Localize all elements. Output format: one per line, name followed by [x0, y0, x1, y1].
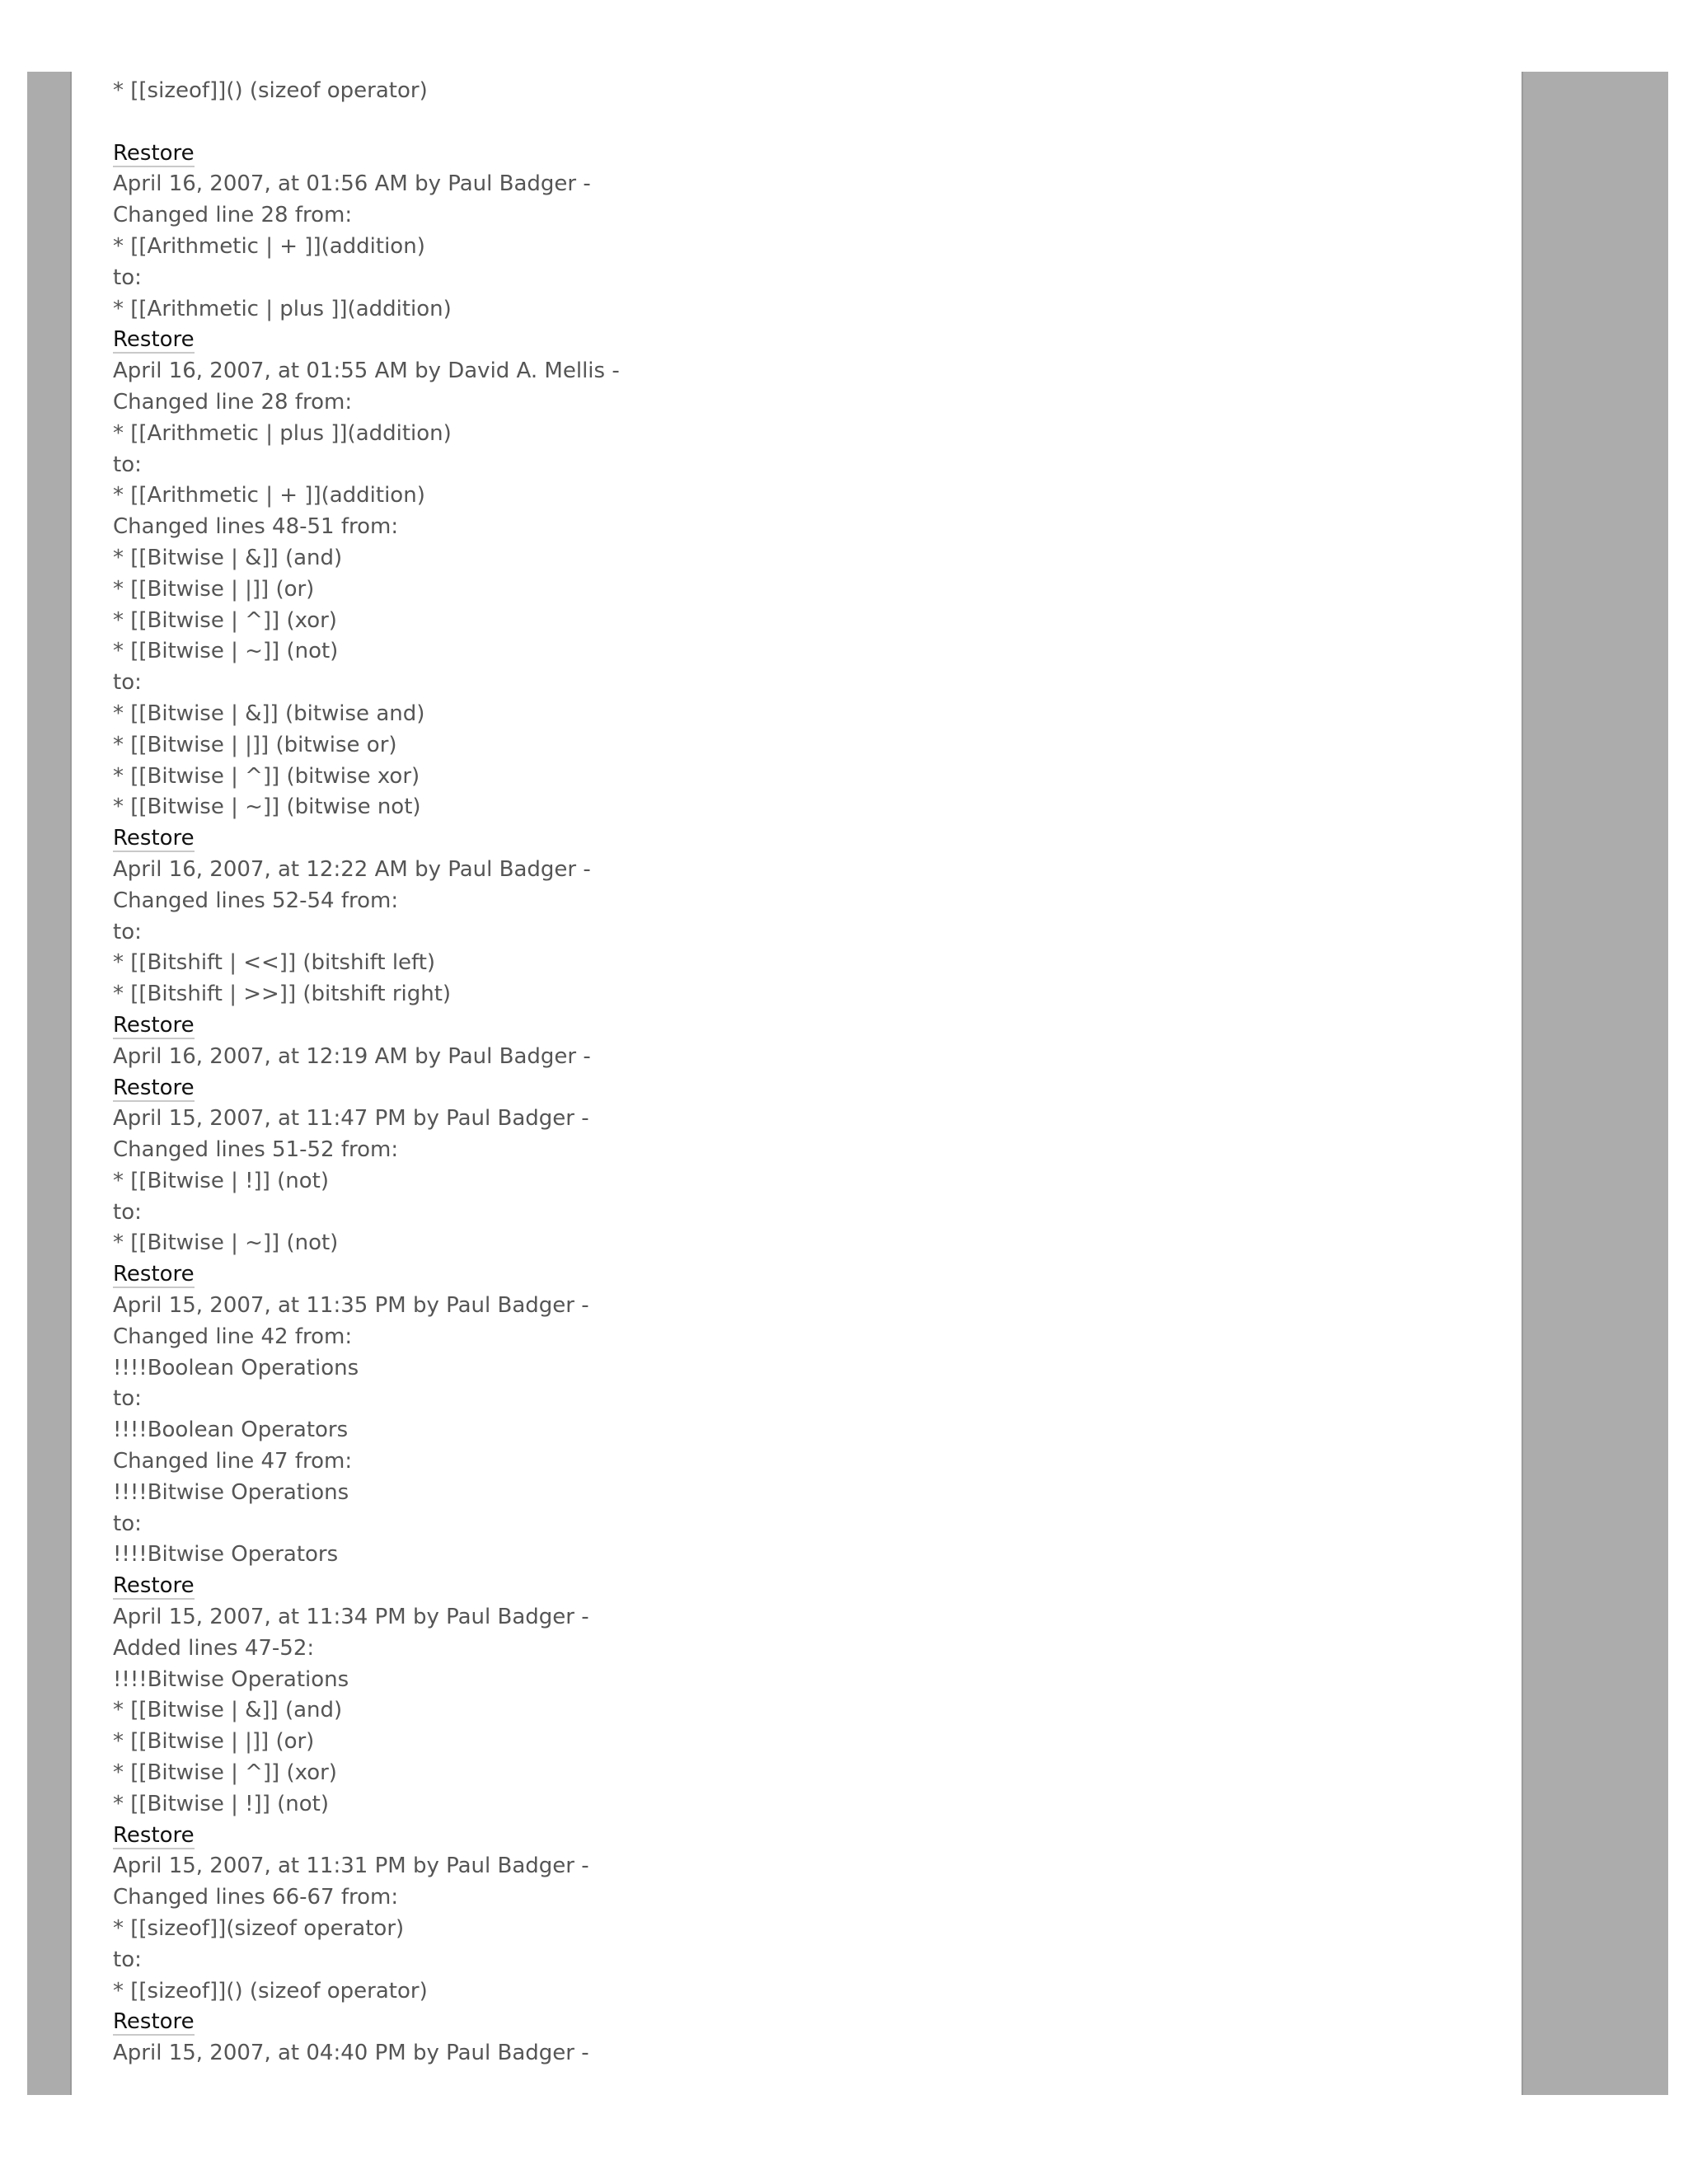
diff-line: * [[Bitwise | |]] (bitwise or) — [113, 732, 397, 757]
history-entry — [113, 823, 1498, 1010]
history-line: * [[sizeof]]() (sizeof operator) — [113, 78, 428, 103]
diff-line: * [[Bitwise | ~]] (bitwise not) — [113, 794, 421, 820]
diff-line: * [[Arithmetic | + ]](addition) — [113, 483, 425, 509]
diff-line: Changed line 42 from: — [113, 1324, 353, 1349]
history-entry — [113, 1259, 1498, 1571]
diff-line: * [[Bitwise | &]] (and) — [113, 545, 343, 570]
restore-link[interactable]: Restore — [113, 1262, 195, 1287]
restore-link[interactable]: Restore — [113, 327, 195, 353]
diff-line: to: — [113, 452, 142, 477]
diff-line: to: — [113, 1199, 142, 1225]
left-margin-bar — [27, 72, 72, 2095]
diff-line: * [[sizeof]]() (sizeof operator) — [113, 1978, 428, 2004]
diff-line: !!!!Boolean Operations — [113, 1355, 359, 1380]
diff-line: !!!!Bitwise Operators — [113, 1542, 339, 1568]
diff-line: * [[Bitwise | ~]] (not) — [113, 639, 339, 664]
diff-line: * [[Bitwise | !]] (not) — [113, 1168, 329, 1193]
entry-header: April 15, 2007, at 11:34 PM by Paul Badger - — [113, 1605, 589, 1630]
diff-line: Changed line 28 from: — [113, 389, 353, 415]
diff-line: to: — [113, 919, 142, 944]
restore-link[interactable]: Restore — [113, 1075, 195, 1100]
diff-line: * [[Arithmetic | plus ]](addition) — [113, 296, 452, 321]
entry-header: April 15, 2007, at 11:35 PM by Paul Badger - — [113, 1293, 589, 1319]
entry-header: April 15, 2007, at 11:31 PM by Paul Badger - — [113, 1854, 589, 1879]
diff-line: * [[Bitwise | ^]] (xor) — [113, 607, 337, 633]
diff-line: * [[Arithmetic | plus ]](addition) — [113, 420, 452, 446]
diff-line: * [[Bitwise | ~]] (not) — [113, 1230, 339, 1256]
restore-link[interactable]: Restore — [113, 1012, 195, 1038]
diff-line: Changed lines 52-54 from: — [113, 888, 399, 913]
restore-link[interactable]: Restore — [113, 826, 195, 851]
diff-line: * [[Bitwise | ^]] (xor) — [113, 1760, 337, 1786]
page-history-content — [113, 76, 1498, 2069]
diff-line: Changed line 47 from: — [113, 1449, 353, 1474]
diff-line: Added lines 47-52: — [113, 1635, 315, 1661]
diff-line: * [[Bitwise | |]] (or) — [113, 576, 315, 602]
diff-line: to: — [113, 1386, 142, 1412]
diff-line: * [[Bitwise | &]] (bitwise and) — [113, 701, 425, 726]
entry-header: April 16, 2007, at 01:56 AM by Paul Badger - — [113, 171, 591, 197]
history-entry — [113, 1010, 1498, 1073]
diff-line: * [[Bitwise | |]] (or) — [113, 1729, 315, 1755]
diff-line: * [[Bitwise | &]] (and) — [113, 1698, 343, 1723]
right-margin-bar — [1522, 72, 1668, 2095]
diff-line: Changed line 28 from: — [113, 203, 353, 228]
restore-link[interactable]: Restore — [113, 1822, 195, 1848]
diff-line: * [[Bitshift | <<]] (bitshift left) — [113, 950, 436, 976]
history-entry — [113, 2007, 1498, 2069]
diff-line: * [[Bitwise | ^]] (bitwise xor) — [113, 763, 420, 789]
diff-line: * [[Bitshift | >>]] (bitshift right) — [113, 982, 452, 1007]
diff-line: Changed lines 48-51 from: — [113, 514, 399, 540]
diff-line: !!!!Bitwise Operations — [113, 1666, 349, 1692]
entry-header: April 16, 2007, at 12:22 AM by Paul Badger - — [113, 856, 591, 882]
diff-line: * [[sizeof]](sizeof operator) — [113, 1916, 405, 1942]
entry-header: April 16, 2007, at 01:55 AM by David A. Mellis - — [113, 359, 620, 384]
history-entry — [113, 138, 1498, 326]
entry-header: April 15, 2007, at 04:40 PM by Paul Badger - — [113, 2041, 589, 2066]
diff-line: Changed lines 51-52 from: — [113, 1137, 399, 1163]
history-entry — [113, 1073, 1498, 1260]
diff-line: to: — [113, 1511, 142, 1536]
spacer — [113, 107, 1498, 138]
diff-line: Changed lines 66-67 from: — [113, 1885, 399, 1910]
diff-line: * [[Arithmetic | + ]](addition) — [113, 233, 425, 259]
diff-line: !!!!Boolean Operators — [113, 1418, 349, 1443]
restore-link[interactable]: Restore — [113, 2009, 195, 2035]
diff-line: to: — [113, 670, 142, 696]
entry-header: April 15, 2007, at 11:47 PM by Paul Badger - — [113, 1106, 589, 1132]
restore-link[interactable]: Restore — [113, 1573, 195, 1599]
diff-line: * [[Bitwise | !]] (not) — [113, 1791, 329, 1816]
history-entry — [113, 1821, 1498, 2008]
restore-link[interactable]: Restore — [113, 140, 195, 166]
history-entry — [113, 325, 1498, 823]
diff-line: !!!!Bitwise Operations — [113, 1479, 349, 1505]
entry-header: April 16, 2007, at 12:19 AM by Paul Badger - — [113, 1043, 591, 1069]
diff-line: to: — [113, 1947, 142, 1972]
history-entry — [113, 1571, 1498, 1820]
diff-line: to: — [113, 265, 142, 290]
